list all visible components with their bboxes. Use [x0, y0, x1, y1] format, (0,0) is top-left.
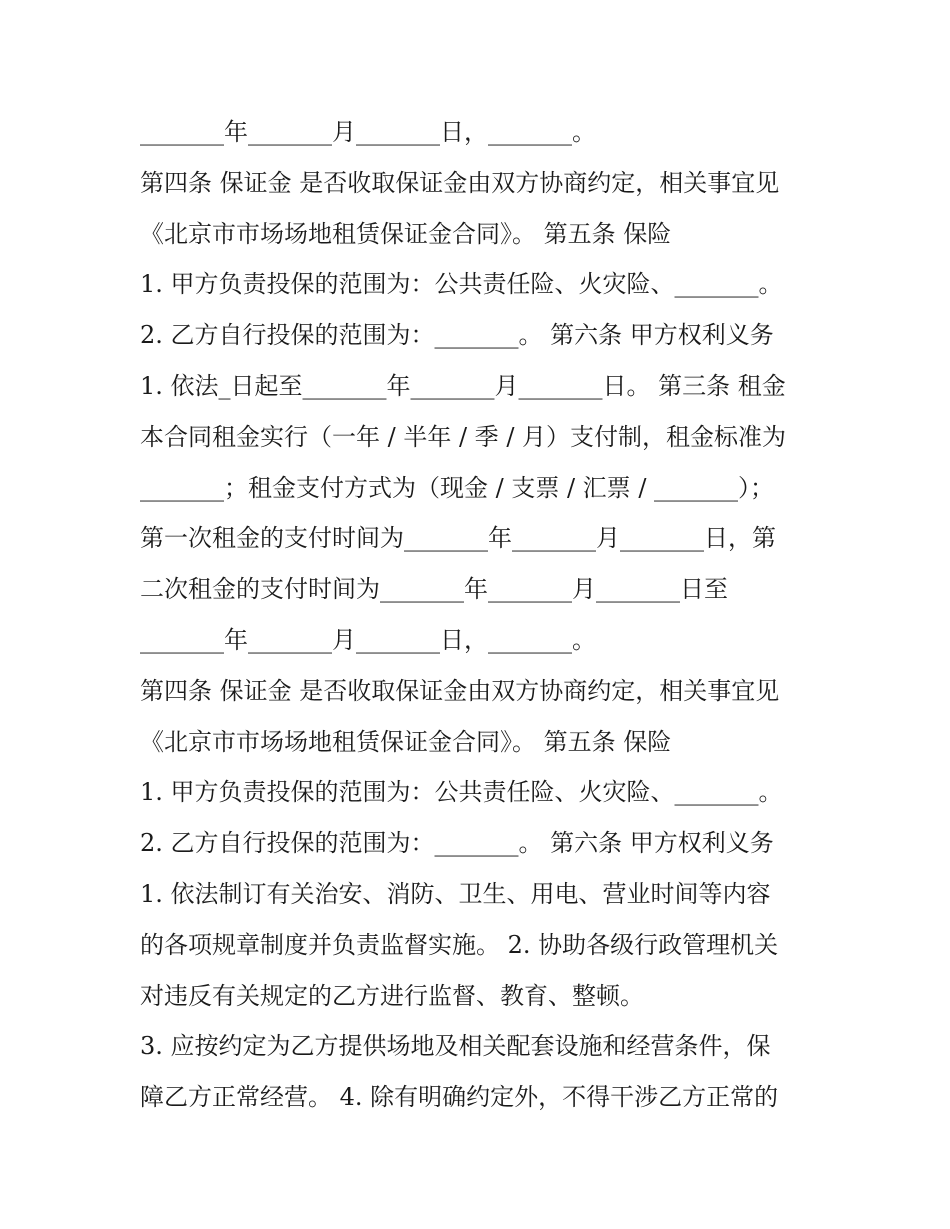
text-line: 1. 依法_日起至_______年_______月_______日。 第三条 租金	[140, 371, 786, 400]
text-line: 2. 乙方自行投保的范围为：_______。 第六条 甲方权利义务	[140, 829, 774, 858]
contract-body-text	[140, 107, 820, 1123]
text-line: 《北京市市场场地租赁保证金合同》。 第五条 保险	[140, 727, 672, 756]
text-line: 障乙方正常经营。 4. 除有明确约定外，不得干涉乙方正常的	[140, 1083, 779, 1112]
text-line: 1. 甲方负责投保的范围为：公共责任险、火灾险、_______。	[140, 270, 783, 299]
text-line: 2. 乙方自行投保的范围为：_______。 第六条 甲方权利义务	[140, 321, 774, 350]
text-line: 二次租金的支付时间为_______年_______月_______日至	[140, 575, 728, 604]
text-line: 对违反有关规定的乙方进行监督、教育、整顿。	[140, 981, 644, 1010]
text-line: 第四条 保证金 是否收取保证金由双方协商约定，相关事宜见	[140, 168, 780, 197]
text-line: _______年_______月_______日，_______。	[140, 625, 596, 654]
text-line: _______年_______月_______日，_______。	[140, 118, 596, 146]
text-line: 的各项规章制度并负责监督实施。 2. 协助各级行政管理机关	[140, 930, 779, 959]
text-line: 第四条 保证金 是否收取保证金由双方协商约定，相关事宜见	[140, 676, 780, 705]
text-line: _______；租金支付方式为（现金 / 支票 / 汇票 / _______）；	[140, 473, 775, 502]
text-line: 本合同租金实行（一年 / 半年 / 季 / 月）支付制，租金标准为	[140, 422, 787, 451]
text-line: 3. 应按约定为乙方提供场地及相关配套设施和经营条件，保	[140, 1032, 771, 1061]
text-line: 《北京市市场场地租赁保证金合同》。 第五条 保险	[140, 219, 672, 248]
text-line: 第一次租金的支付时间为_______年_______月_______日，第	[140, 524, 776, 553]
text-line: 1. 依法制订有关治安、消防、卫生、用电、营业时间等内容	[140, 879, 771, 908]
text-line: 1. 甲方负责投保的范围为：公共责任险、火灾险、_______。	[140, 778, 783, 807]
